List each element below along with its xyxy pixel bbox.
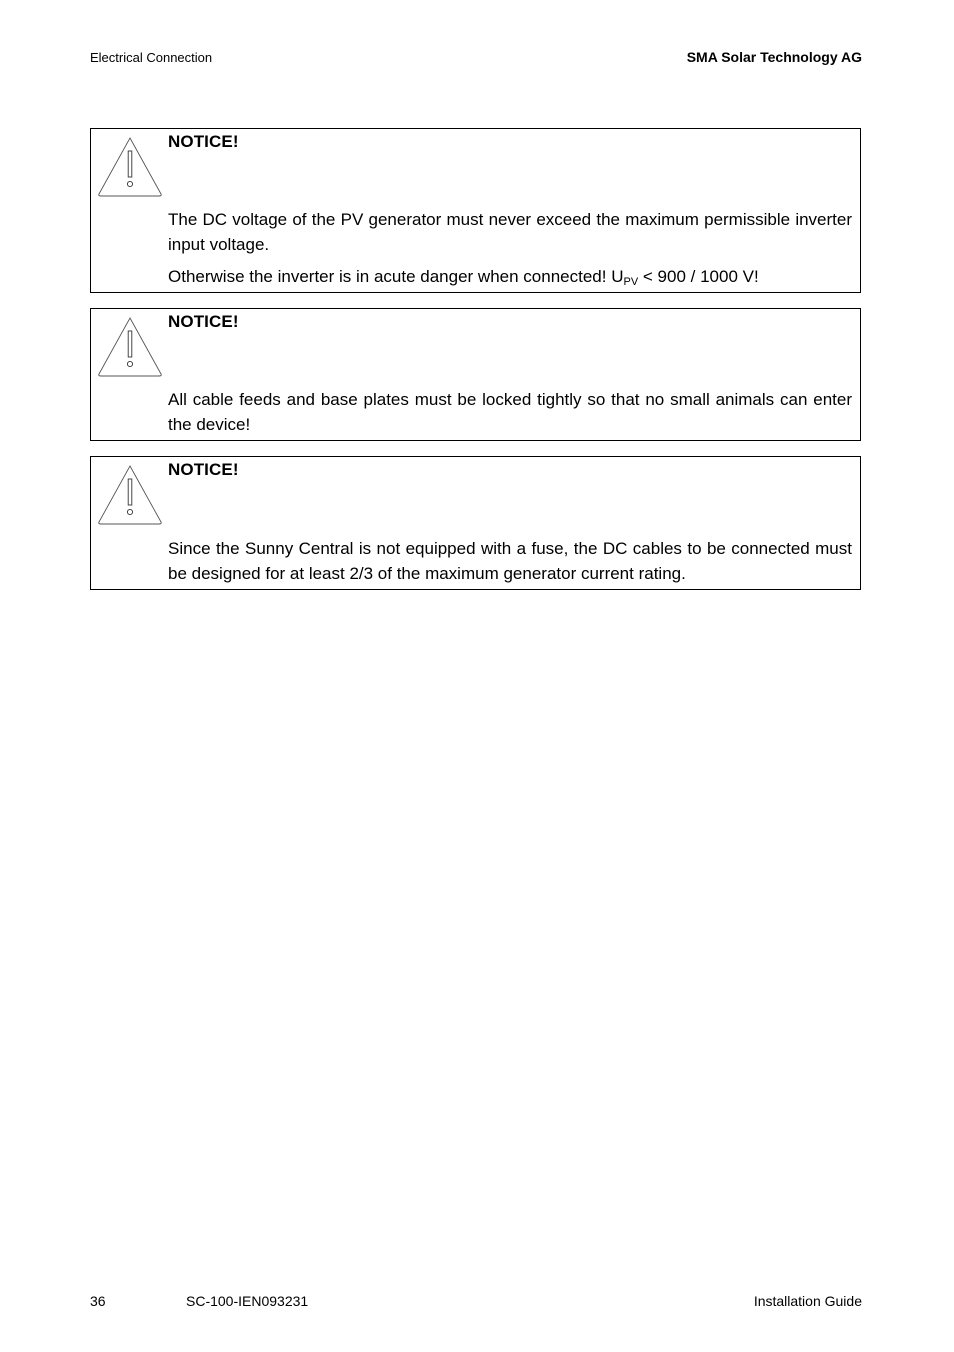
notice-paragraph: The DC voltage of the PV generator must never exceed the maximum permissible inverter input voltage. bbox=[168, 210, 852, 254]
notice-box-cable-feeds bbox=[90, 308, 861, 441]
warning-triangle-icon bbox=[96, 315, 164, 377]
warning-triangle-icon bbox=[96, 463, 164, 525]
warning-triangle-icon bbox=[96, 135, 164, 197]
notice-title: NOTICE! bbox=[168, 312, 239, 331]
footer-document-type: Installation Guide bbox=[753, 1293, 862, 1309]
footer-page-number: 36 bbox=[90, 1293, 106, 1309]
notice-box-fuse bbox=[90, 456, 861, 590]
notice-title: NOTICE! bbox=[168, 132, 239, 151]
header-section-title: Electrical Connection bbox=[90, 50, 213, 65]
notice-body bbox=[168, 387, 852, 437]
notice-box-voltage bbox=[90, 128, 861, 293]
voltage-subscript: PV bbox=[623, 276, 639, 288]
notice-title: NOTICE! bbox=[168, 460, 239, 479]
voltage-limit-value: < 900 / 1000 V! bbox=[638, 267, 759, 286]
header-company-name: SMA Solar Technology AG bbox=[686, 49, 862, 65]
notice-body bbox=[168, 536, 852, 586]
notice-paragraph-voltage-limit bbox=[168, 264, 852, 289]
notice-paragraph: Since the Sunny Central is not equipped with a fuse, the DC cables to be connected must be designed for at least 2/3 of the maximum generator current rating. bbox=[168, 539, 852, 583]
voltage-limit-text: Otherwise the inverter is in acute danger when connected! U bbox=[168, 267, 624, 286]
notice-paragraph: All cable feeds and base plates must be locked tightly so that no small animals can enter the device! bbox=[168, 390, 852, 434]
footer-document-code: SC-100-IEN093231 bbox=[186, 1293, 309, 1309]
notice-body bbox=[168, 207, 852, 289]
